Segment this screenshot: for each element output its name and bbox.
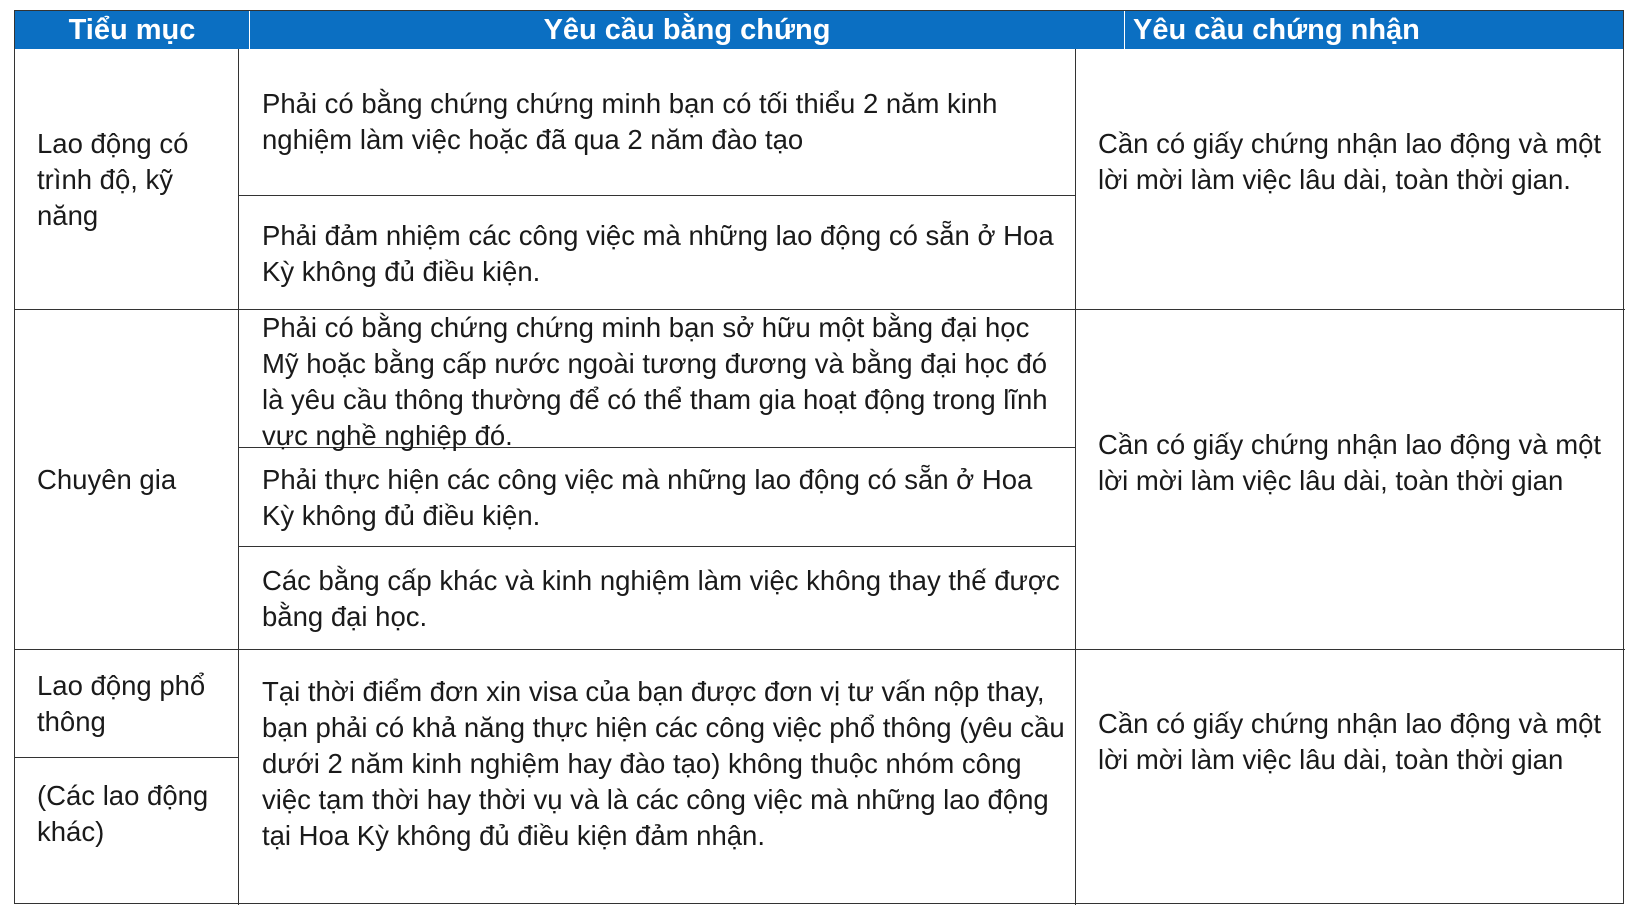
evidence-cell: Phải có bằng chứng chứng minh bạn có tối thiểu 2 năm kinh nghiệm làm việc hoặc đã qua 2 năm đào tạo: [262, 88, 998, 155]
row-divider: [15, 649, 1625, 650]
requirements-table: [14, 10, 1624, 904]
evidence-cell: Tại thời điểm đơn xin visa của bạn được đơn vị tư vấn nộp thay, bạn phải có khả năng thực hiện các công việc phổ thông (yêu cầu dưới 2 năm kinh nghiệm hay đào tạo) không thuộc nhóm công việc tạm thời hay thời vụ và là các công việc mà những lao động tại Hoa Kỳ không đủ điều kiện đảm nhận.: [262, 676, 1065, 851]
certification-cell: Cần có giấy chứng nhận lao động và một lời mời làm việc lâu dài, toàn thời gian: [1098, 708, 1602, 775]
header-certification: Yêu cầu chứng nhận: [1125, 11, 1623, 49]
evidence-cell: Các bằng cấp khác và kinh nghiệm làm việc không thay thế được bằng đại học.: [262, 565, 1060, 632]
evidence-cell: Phải đảm nhiệm các công việc mà những lao động có sẵn ở Hoa Kỳ không đủ điều kiện.: [262, 220, 1054, 287]
header-evidence: Yêu cầu bằng chứng: [250, 11, 1125, 49]
column-divider: [238, 49, 239, 905]
category-cell: Lao động có trình độ, kỹ năng: [37, 128, 189, 231]
certification-cell: Cần có giấy chứng nhận lao động và một lời mời làm việc lâu dài, toàn thời gian.: [1098, 128, 1602, 195]
category-cell: Chuyên gia: [37, 464, 177, 495]
certification-cell: Cần có giấy chứng nhận lao động và một lời mời làm việc lâu dài, toàn thời gian: [1098, 429, 1602, 496]
category-cell: (Các lao động khác): [37, 780, 209, 847]
cell-divider: [238, 195, 1075, 196]
category-cell: Lao động phổ thông: [37, 670, 206, 737]
cell-divider: [238, 546, 1075, 547]
evidence-cell: Phải có bằng chứng chứng minh bạn sở hữu một bằng đại học Mỹ hoặc bằng cấp nước ngoài tương đương và bằng đại học đó là yêu cầu thông thường để có thể tham gia hoạt động trong lĩnh vực nghề nghiệp đó.: [262, 312, 1048, 451]
header-category: Tiểu mục: [15, 11, 250, 49]
cell-divider: [15, 757, 238, 758]
evidence-cell: Phải thực hiện các công việc mà những lao động có sẵn ở Hoa Kỳ không đủ điều kiện.: [262, 464, 1033, 531]
column-divider: [1075, 49, 1076, 905]
